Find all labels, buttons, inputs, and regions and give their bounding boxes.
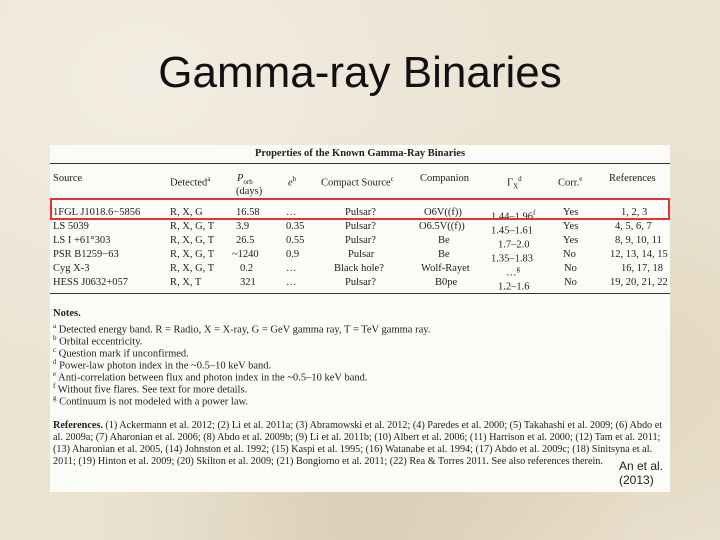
cell-compact: Pulsar — [348, 249, 375, 260]
cell-gamma: 1.45–1.61 — [491, 225, 533, 237]
top-rule — [50, 163, 670, 164]
cell-detected: R, X, G, T — [170, 221, 215, 232]
cell-source: 1FGL J1018.6−5856 — [53, 207, 141, 218]
cell-companion: Be — [438, 249, 450, 260]
header-porb-units: (days) — [236, 186, 263, 197]
cell-refs: 8, 9, 10, 11 — [615, 235, 662, 246]
cell-detected: R, X, T — [170, 277, 202, 288]
citation-credit: An et al. (2013) — [619, 459, 664, 487]
cell-source: LS 5039 — [53, 221, 89, 232]
notes-heading: Notes. — [53, 308, 81, 319]
header-detected: Detected$^a$ — [170, 175, 211, 189]
header-porb: $P_{orb}$ — [237, 173, 253, 187]
cell-ecc: 0.55 — [286, 235, 305, 246]
cell-corr: Yes — [563, 235, 579, 246]
header-companion: Companion — [420, 173, 469, 184]
cell-refs: 1, 2, 3 — [621, 207, 648, 218]
header-references: References — [609, 173, 656, 184]
cell-porb: ~1240 — [232, 249, 259, 260]
header-ecc: $e^b$ — [288, 175, 297, 189]
note-item: $^d$ Power-law photon index in the ~0.5–10 keV band. — [53, 358, 272, 372]
header-source: Source — [53, 173, 83, 184]
cell-ecc: … — [286, 277, 297, 288]
cell-refs: 19, 20, 21, 22 — [610, 277, 668, 288]
cell-ecc: … — [286, 263, 297, 274]
note-item: $^b$ Orbital eccentricity. — [53, 334, 143, 348]
cell-corr: No — [564, 263, 577, 274]
cell-companion: B0pe — [435, 277, 458, 288]
cell-ecc: 0.9 — [286, 249, 300, 260]
cell-porb: 16.58 — [236, 207, 260, 218]
references-text: (1) Ackermann et al. 2012; (2) Li et al. 2011a; (3) Abramowski et al. 2012; (4) Paredes et al. 2000; (5) Takahashi et al. 2009; (6) Abdo et al. 2009a; (7) Aharonian et al. 2006; (8) Abdo et al. 2009b; (9) Li et al. 2011b; (10) Albert et al. 2006; (11) Harrison et al. 2000; (12) Tam et al. 2011; (13) Aharonian et al. 2005, (14) Johnston et al. 1992; (15) Kaspi et al. 1995; (16) Watanabe et al. 1994; (17) Abdo et al. 2009c; (18) Sinitsyna et al. 2011; (19) Hinton et al. 2009; (20) Skilton et al. 2009; (21) Bongiorno et al. 2011; (22) Rea & Torres 2011. See also references therein. — [53, 420, 663, 467]
cell-companion: Be — [438, 235, 450, 246]
table-figure — [50, 145, 670, 492]
highlight-box — [50, 198, 670, 220]
cell-corr: Yes — [563, 221, 579, 232]
cell-companion: O6V((f)) — [424, 207, 462, 218]
cell-porb: 26.5 — [236, 235, 255, 246]
note-item: $^c$ Question mark if unconfirmed. — [53, 346, 189, 360]
cell-refs: 12, 13, 14, 15 — [610, 249, 668, 260]
header-corr: Corr.$^e$ — [558, 175, 583, 189]
cell-porb: 3.9 — [236, 221, 250, 232]
cell-detected: R, X, G, T — [170, 249, 215, 260]
cell-refs: 16, 17, 18 — [621, 263, 663, 274]
cell-companion: Wolf-Rayet — [421, 263, 470, 274]
cell-corr: No — [564, 277, 577, 288]
cell-companion: O6.5V((f)) — [419, 221, 465, 232]
cell-source: HESS J0632+057 — [53, 277, 129, 288]
cell-source: LS I +61°303 — [53, 235, 111, 246]
cell-corr: No — [563, 249, 576, 260]
references-label: References. — [53, 420, 103, 431]
bottom-rule — [50, 293, 670, 294]
cell-ecc: … — [286, 207, 297, 218]
cell-gamma: 1.2–1.6 — [498, 281, 530, 293]
cell-compact: Pulsar? — [345, 207, 376, 218]
cell-corr: Yes — [563, 207, 579, 218]
note-item: $^f$ Without five flares. See text for more details. — [53, 382, 248, 396]
note-item: $^e$ Anti-correlation between flux and photon index in the ~0.5–10 keV band. — [53, 370, 368, 384]
cell-ecc: 0.35 — [286, 221, 305, 232]
note-item: $^g$ Continuum is not modeled with a power law. — [53, 394, 249, 408]
cell-gamma: 1.35–1.83 — [491, 253, 533, 265]
references-block — [53, 420, 667, 468]
note-item: $^a$ Detected energy band. R = Radio, X = X-ray, G = GeV gamma ray, T = TeV gamma ray. — [53, 322, 431, 336]
slide-title: Gamma-ray Binaries — [158, 48, 562, 97]
cell-detected: R, X, G — [170, 207, 203, 218]
header-compact: Compact Source$^c$ — [321, 175, 394, 189]
cell-compact: Pulsar? — [345, 277, 376, 288]
cell-refs: 4, 5, 6, 7 — [615, 221, 652, 232]
cell-gamma: …$^g$ — [506, 265, 520, 279]
cell-detected: R, X, G, T — [170, 235, 215, 246]
cell-compact: Pulsar? — [345, 235, 376, 246]
cell-source: PSR B1259−63 — [53, 249, 119, 260]
header-gamma: $\Gamma_X^d$ — [507, 175, 522, 191]
cell-source: Cyg X-3 — [53, 263, 90, 274]
cell-porb: 0.2 — [240, 263, 254, 274]
cell-gamma: 1.7–2.0 — [498, 239, 530, 251]
table-caption: Properties of the Known Gamma-Ray Binaries — [254, 148, 466, 159]
cell-compact: Pulsar? — [345, 221, 376, 232]
cell-porb: 321 — [240, 277, 256, 288]
cell-compact: Black hole? — [334, 263, 384, 274]
cell-gamma: 1.44–1.96$^f$ — [491, 209, 536, 223]
cell-detected: R, X, G, T — [170, 263, 215, 274]
